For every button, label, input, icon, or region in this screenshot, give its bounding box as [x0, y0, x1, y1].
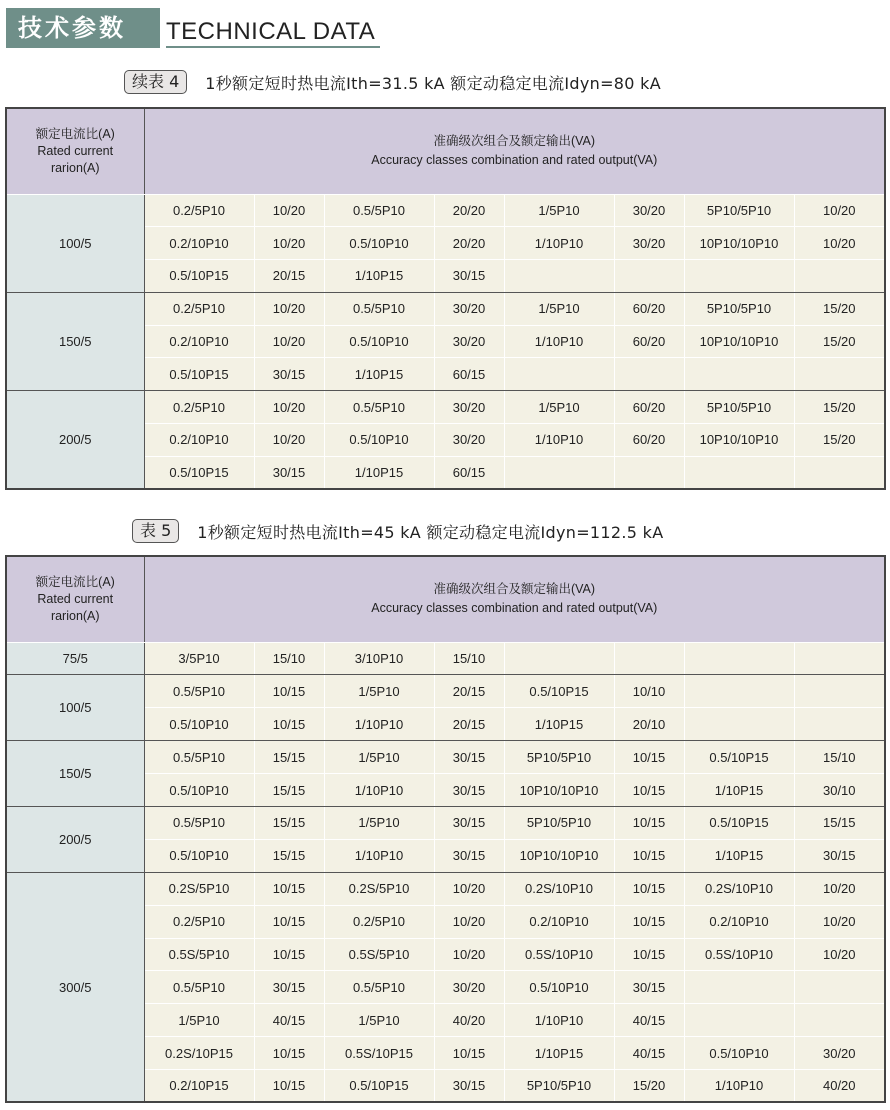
accuracy-class-cell: 1/10P15	[504, 1037, 614, 1070]
accuracy-class-cell: 0.2S/5P10	[144, 872, 254, 905]
rated-output-cell: 30/10	[794, 774, 885, 807]
rated-output-cell: 20/15	[434, 708, 504, 741]
table-row	[6, 292, 885, 325]
ratio-cell: 75/5	[6, 642, 144, 675]
rated-output-cell: 30/20	[434, 391, 504, 424]
rated-output-cell	[794, 675, 885, 708]
accuracy-class-cell: 5P10/5P10	[504, 741, 614, 774]
rated-output-cell: 10/10	[614, 675, 684, 708]
accuracy-class-cell: 0.2/5P10	[324, 905, 434, 938]
accuracy-class-cell	[504, 358, 614, 391]
rated-output-cell: 10/15	[614, 839, 684, 872]
rated-output-cell	[614, 358, 684, 391]
rated-output-cell: 10/20	[794, 227, 885, 260]
table-row	[6, 391, 885, 424]
rated-output-cell: 10/20	[794, 194, 885, 227]
header-title-cn: 技术参数	[6, 8, 160, 48]
table-row	[6, 806, 885, 839]
accuracy-class-cell	[684, 456, 794, 489]
rated-output-cell: 10/20	[434, 938, 504, 971]
accuracy-class-cell: 5P10/5P10	[684, 194, 794, 227]
rated-output-cell	[614, 642, 684, 675]
rated-output-cell: 10/20	[254, 391, 324, 424]
accuracy-class-cell: 0.5/10P15	[684, 741, 794, 774]
rated-output-cell: 10/20	[254, 227, 324, 260]
accuracy-class-cell: 10P10/10P10	[504, 774, 614, 807]
accuracy-class-cell: 0.5/10P10	[324, 424, 434, 457]
accuracy-class-cell: 0.2S/10P10	[684, 872, 794, 905]
accuracy-class-cell: 1/10P15	[324, 456, 434, 489]
rated-output-cell: 30/15	[434, 806, 504, 839]
ratio-cell: 150/5	[6, 741, 144, 807]
accuracy-class-cell: 0.5/10P10	[144, 708, 254, 741]
table4-header-row	[6, 108, 885, 194]
accuracy-class-cell: 3/10P10	[324, 642, 434, 675]
accuracy-class-cell: 1/5P10	[324, 806, 434, 839]
table4-caption	[124, 70, 661, 94]
accuracy-class-cell: 0.2S/10P15	[144, 1037, 254, 1070]
rated-output-cell: 15/15	[254, 741, 324, 774]
accuracy-class-cell: 10P10/10P10	[684, 227, 794, 260]
accuracy-class-cell: 1/10P15	[324, 358, 434, 391]
rated-output-cell: 15/15	[254, 774, 324, 807]
accuracy-class-cell: 0.2/5P10	[144, 391, 254, 424]
accuracy-class-cell: 0.5/10P15	[144, 456, 254, 489]
header-accuracy-cn: 准确级次组合及额定输出(VA)	[433, 582, 596, 597]
accuracy-class-cell: 0.2/10P10	[144, 325, 254, 358]
rated-output-cell: 30/15	[254, 971, 324, 1004]
accuracy-class-cell: 0.2/10P10	[144, 227, 254, 260]
accuracy-class-cell: 0.5/5P10	[324, 971, 434, 1004]
accuracy-class-cell: 1/10P15	[684, 839, 794, 872]
rated-output-cell: 40/15	[614, 1004, 684, 1037]
accuracy-class-cell: 0.5S/10P15	[324, 1037, 434, 1070]
header-accuracy-en: Accuracy classes combination and rated output(VA)	[371, 153, 658, 168]
accuracy-class-cell: 0.5/10P10	[324, 227, 434, 260]
table-row	[6, 675, 885, 708]
rated-output-cell: 20/15	[434, 675, 504, 708]
rated-output-cell: 10/15	[614, 905, 684, 938]
rated-output-cell: 10/20	[794, 938, 885, 971]
header-ratio-en2: rarion(A)	[50, 160, 100, 175]
rated-output-cell	[794, 971, 885, 1004]
accuracy-class-cell: 10P10/10P10	[504, 839, 614, 872]
accuracy-class-cell: 1/10P10	[504, 227, 614, 260]
rated-output-cell: 10/15	[614, 938, 684, 971]
header-underline	[166, 46, 380, 48]
rated-output-cell: 10/15	[254, 938, 324, 971]
rated-output-cell	[794, 358, 885, 391]
rated-output-cell: 10/15	[254, 1070, 324, 1103]
accuracy-class-cell: 1/10P10	[504, 325, 614, 358]
accuracy-class-cell: 0.5/10P10	[504, 971, 614, 1004]
header-title-en: TECHNICAL DATA	[166, 18, 376, 45]
rated-output-cell: 60/20	[614, 292, 684, 325]
rated-output-cell: 10/20	[794, 905, 885, 938]
accuracy-class-cell: 0.5S/10P10	[684, 938, 794, 971]
accuracy-class-cell: 0.2/5P10	[144, 905, 254, 938]
accuracy-class-cell: 1/10P10	[324, 708, 434, 741]
accuracy-class-cell: 0.5/5P10	[144, 741, 254, 774]
rated-output-cell: 20/20	[434, 194, 504, 227]
accuracy-class-cell: 0.5/5P10	[144, 806, 254, 839]
rated-output-cell: 30/20	[614, 227, 684, 260]
rated-output-cell	[614, 456, 684, 489]
table5	[5, 555, 886, 1103]
rated-output-cell: 10/15	[254, 872, 324, 905]
ratio-cell: 300/5	[6, 872, 144, 1102]
table-row	[6, 741, 885, 774]
accuracy-class-cell: 0.5/5P10	[324, 391, 434, 424]
accuracy-class-cell: 0.5/5P10	[324, 292, 434, 325]
accuracy-class-cell: 5P10/5P10	[504, 1070, 614, 1103]
header-ratio-cn: 额定电流比(A)	[35, 126, 115, 141]
ratio-cell: 100/5	[6, 194, 144, 292]
rated-output-cell: 10/15	[614, 741, 684, 774]
table-row	[6, 872, 885, 905]
accuracy-class-cell	[504, 260, 614, 293]
table5-caption	[132, 519, 663, 543]
accuracy-class-cell: 10P10/10P10	[684, 325, 794, 358]
rated-output-cell: 60/20	[614, 325, 684, 358]
rated-output-cell: 30/15	[254, 358, 324, 391]
rated-output-cell: 30/15	[434, 1070, 504, 1103]
header-accuracy-en: Accuracy classes combination and rated output(VA)	[371, 601, 658, 616]
rated-output-cell: 60/20	[614, 424, 684, 457]
table4-ratio-header	[6, 108, 144, 194]
accuracy-class-cell	[684, 708, 794, 741]
rated-output-cell: 10/15	[254, 1037, 324, 1070]
accuracy-class-cell: 0.2/10P10	[684, 905, 794, 938]
rated-output-cell: 10/15	[614, 774, 684, 807]
accuracy-class-cell: 0.2/10P10	[504, 905, 614, 938]
page-header	[6, 8, 380, 48]
accuracy-class-cell: 0.5/5P10	[324, 194, 434, 227]
rated-output-cell	[794, 708, 885, 741]
rated-output-cell: 30/15	[614, 971, 684, 1004]
rated-output-cell: 15/10	[254, 642, 324, 675]
rated-output-cell: 30/20	[434, 292, 504, 325]
accuracy-class-cell: 0.2/5P10	[144, 292, 254, 325]
rated-output-cell: 30/15	[434, 774, 504, 807]
rated-output-cell: 15/10	[434, 642, 504, 675]
table5-header-row	[6, 556, 885, 642]
rated-output-cell: 10/15	[614, 806, 684, 839]
table5-accuracy-header	[144, 556, 885, 642]
table5-tag: 表 5	[132, 519, 179, 543]
accuracy-class-cell: 0.5/10P10	[144, 774, 254, 807]
table4-accuracy-header	[144, 108, 885, 194]
accuracy-class-cell: 0.5S/10P10	[504, 938, 614, 971]
accuracy-class-cell: 1/10P10	[324, 774, 434, 807]
rated-output-cell: 30/15	[794, 839, 885, 872]
accuracy-class-cell: 0.5S/5P10	[144, 938, 254, 971]
accuracy-class-cell	[684, 642, 794, 675]
accuracy-class-cell: 1/5P10	[504, 391, 614, 424]
rated-output-cell: 15/20	[614, 1070, 684, 1103]
rated-output-cell: 10/20	[434, 905, 504, 938]
rated-output-cell: 10/15	[614, 872, 684, 905]
rated-output-cell: 15/15	[254, 839, 324, 872]
rated-output-cell: 10/15	[434, 1037, 504, 1070]
accuracy-class-cell: 1/10P10	[504, 1004, 614, 1037]
accuracy-class-cell	[684, 358, 794, 391]
rated-output-cell: 15/15	[794, 806, 885, 839]
rated-output-cell: 15/20	[794, 424, 885, 457]
rated-output-cell: 10/20	[434, 872, 504, 905]
accuracy-class-cell: 0.2S/5P10	[324, 872, 434, 905]
rated-output-cell	[794, 1004, 885, 1037]
rated-output-cell: 20/20	[434, 227, 504, 260]
ratio-cell: 200/5	[6, 391, 144, 489]
rated-output-cell: 30/15	[254, 456, 324, 489]
accuracy-class-cell: 1/10P10	[684, 1070, 794, 1103]
accuracy-class-cell: 1/5P10	[324, 675, 434, 708]
accuracy-class-cell: 0.5/10P10	[324, 325, 434, 358]
rated-output-cell: 30/20	[614, 194, 684, 227]
rated-output-cell: 15/10	[794, 741, 885, 774]
ratio-cell: 150/5	[6, 292, 144, 390]
rated-output-cell: 10/15	[254, 905, 324, 938]
table-row	[6, 194, 885, 227]
rated-output-cell: 20/10	[614, 708, 684, 741]
rated-output-cell: 10/20	[794, 872, 885, 905]
rated-output-cell	[614, 260, 684, 293]
accuracy-class-cell: 0.5/10P15	[144, 358, 254, 391]
accuracy-class-cell: 1/5P10	[324, 741, 434, 774]
rated-output-cell: 30/15	[434, 260, 504, 293]
accuracy-class-cell: 5P10/5P10	[504, 806, 614, 839]
rated-output-cell: 30/15	[434, 839, 504, 872]
accuracy-class-cell: 1/5P10	[144, 1004, 254, 1037]
rated-output-cell: 10/20	[254, 424, 324, 457]
rated-output-cell: 60/15	[434, 358, 504, 391]
table4-caption-text: 1秒额定短时热电流Ith=31.5 kA 额定动稳定电流Idyn=80 kA	[205, 73, 661, 93]
rated-output-cell	[794, 456, 885, 489]
accuracy-class-cell: 0.5/10P10	[144, 839, 254, 872]
rated-output-cell: 30/20	[794, 1037, 885, 1070]
rated-output-cell: 10/20	[254, 194, 324, 227]
accuracy-class-cell: 1/5P10	[504, 292, 614, 325]
rated-output-cell: 15/20	[794, 391, 885, 424]
accuracy-class-cell: 1/10P15	[324, 260, 434, 293]
rated-output-cell: 15/20	[794, 292, 885, 325]
accuracy-class-cell	[684, 971, 794, 1004]
rated-output-cell: 10/20	[254, 292, 324, 325]
accuracy-class-cell: 0.5/10P15	[144, 260, 254, 293]
rated-output-cell: 30/20	[434, 325, 504, 358]
rated-output-cell: 30/20	[434, 971, 504, 1004]
accuracy-class-cell: 0.5/10P15	[504, 675, 614, 708]
accuracy-class-cell: 0.5/10P15	[324, 1070, 434, 1103]
header-ratio-en1: Rated current	[37, 591, 114, 606]
accuracy-class-cell: 1/5P10	[504, 194, 614, 227]
accuracy-class-cell: 0.2/10P10	[144, 424, 254, 457]
accuracy-class-cell: 0.5/10P15	[684, 806, 794, 839]
rated-output-cell: 40/15	[254, 1004, 324, 1037]
accuracy-class-cell: 0.5/5P10	[144, 675, 254, 708]
accuracy-class-cell: 5P10/5P10	[684, 292, 794, 325]
rated-output-cell	[794, 260, 885, 293]
table4-tag: 续表 4	[124, 70, 187, 94]
header-ratio-en1: Rated current	[37, 143, 114, 158]
header-accuracy-cn: 准确级次组合及额定输出(VA)	[433, 134, 596, 149]
rated-output-cell: 10/15	[254, 708, 324, 741]
accuracy-class-cell: 0.2S/10P10	[504, 872, 614, 905]
accuracy-class-cell	[504, 642, 614, 675]
accuracy-class-cell: 0.2/10P15	[144, 1070, 254, 1103]
rated-output-cell: 30/15	[434, 741, 504, 774]
accuracy-class-cell	[684, 260, 794, 293]
accuracy-class-cell	[684, 1004, 794, 1037]
accuracy-class-cell: 1/5P10	[324, 1004, 434, 1037]
rated-output-cell: 30/20	[434, 424, 504, 457]
accuracy-class-cell: 1/10P15	[504, 708, 614, 741]
rated-output-cell	[794, 642, 885, 675]
ratio-cell: 100/5	[6, 675, 144, 741]
ratio-cell: 200/5	[6, 806, 144, 872]
rated-output-cell: 15/20	[794, 325, 885, 358]
rated-output-cell: 40/15	[614, 1037, 684, 1070]
accuracy-class-cell: 0.5/5P10	[144, 971, 254, 1004]
accuracy-class-cell: 0.5S/5P10	[324, 938, 434, 971]
accuracy-class-cell: 5P10/5P10	[684, 391, 794, 424]
rated-output-cell: 15/15	[254, 806, 324, 839]
accuracy-class-cell	[504, 456, 614, 489]
header-ratio-en2: rarion(A)	[50, 608, 100, 623]
table5-ratio-header	[6, 556, 144, 642]
rated-output-cell: 40/20	[434, 1004, 504, 1037]
header-ratio-cn: 额定电流比(A)	[35, 574, 115, 589]
table4	[5, 107, 886, 490]
accuracy-class-cell: 10P10/10P10	[684, 424, 794, 457]
rated-output-cell: 60/20	[614, 391, 684, 424]
rated-output-cell: 10/15	[254, 675, 324, 708]
rated-output-cell: 60/15	[434, 456, 504, 489]
table-row	[6, 642, 885, 675]
accuracy-class-cell: 1/10P10	[504, 424, 614, 457]
table5-caption-text: 1秒额定短时热电流Ith=45 kA 额定动稳定电流Idyn=112.5 kA	[197, 522, 664, 542]
accuracy-class-cell: 0.2/5P10	[144, 194, 254, 227]
accuracy-class-cell: 1/10P15	[684, 774, 794, 807]
accuracy-class-cell: 3/5P10	[144, 642, 254, 675]
accuracy-class-cell	[684, 675, 794, 708]
rated-output-cell: 10/20	[254, 325, 324, 358]
accuracy-class-cell: 1/10P10	[324, 839, 434, 872]
accuracy-class-cell: 0.5/10P10	[684, 1037, 794, 1070]
rated-output-cell: 40/20	[794, 1070, 885, 1103]
rated-output-cell: 20/15	[254, 260, 324, 293]
